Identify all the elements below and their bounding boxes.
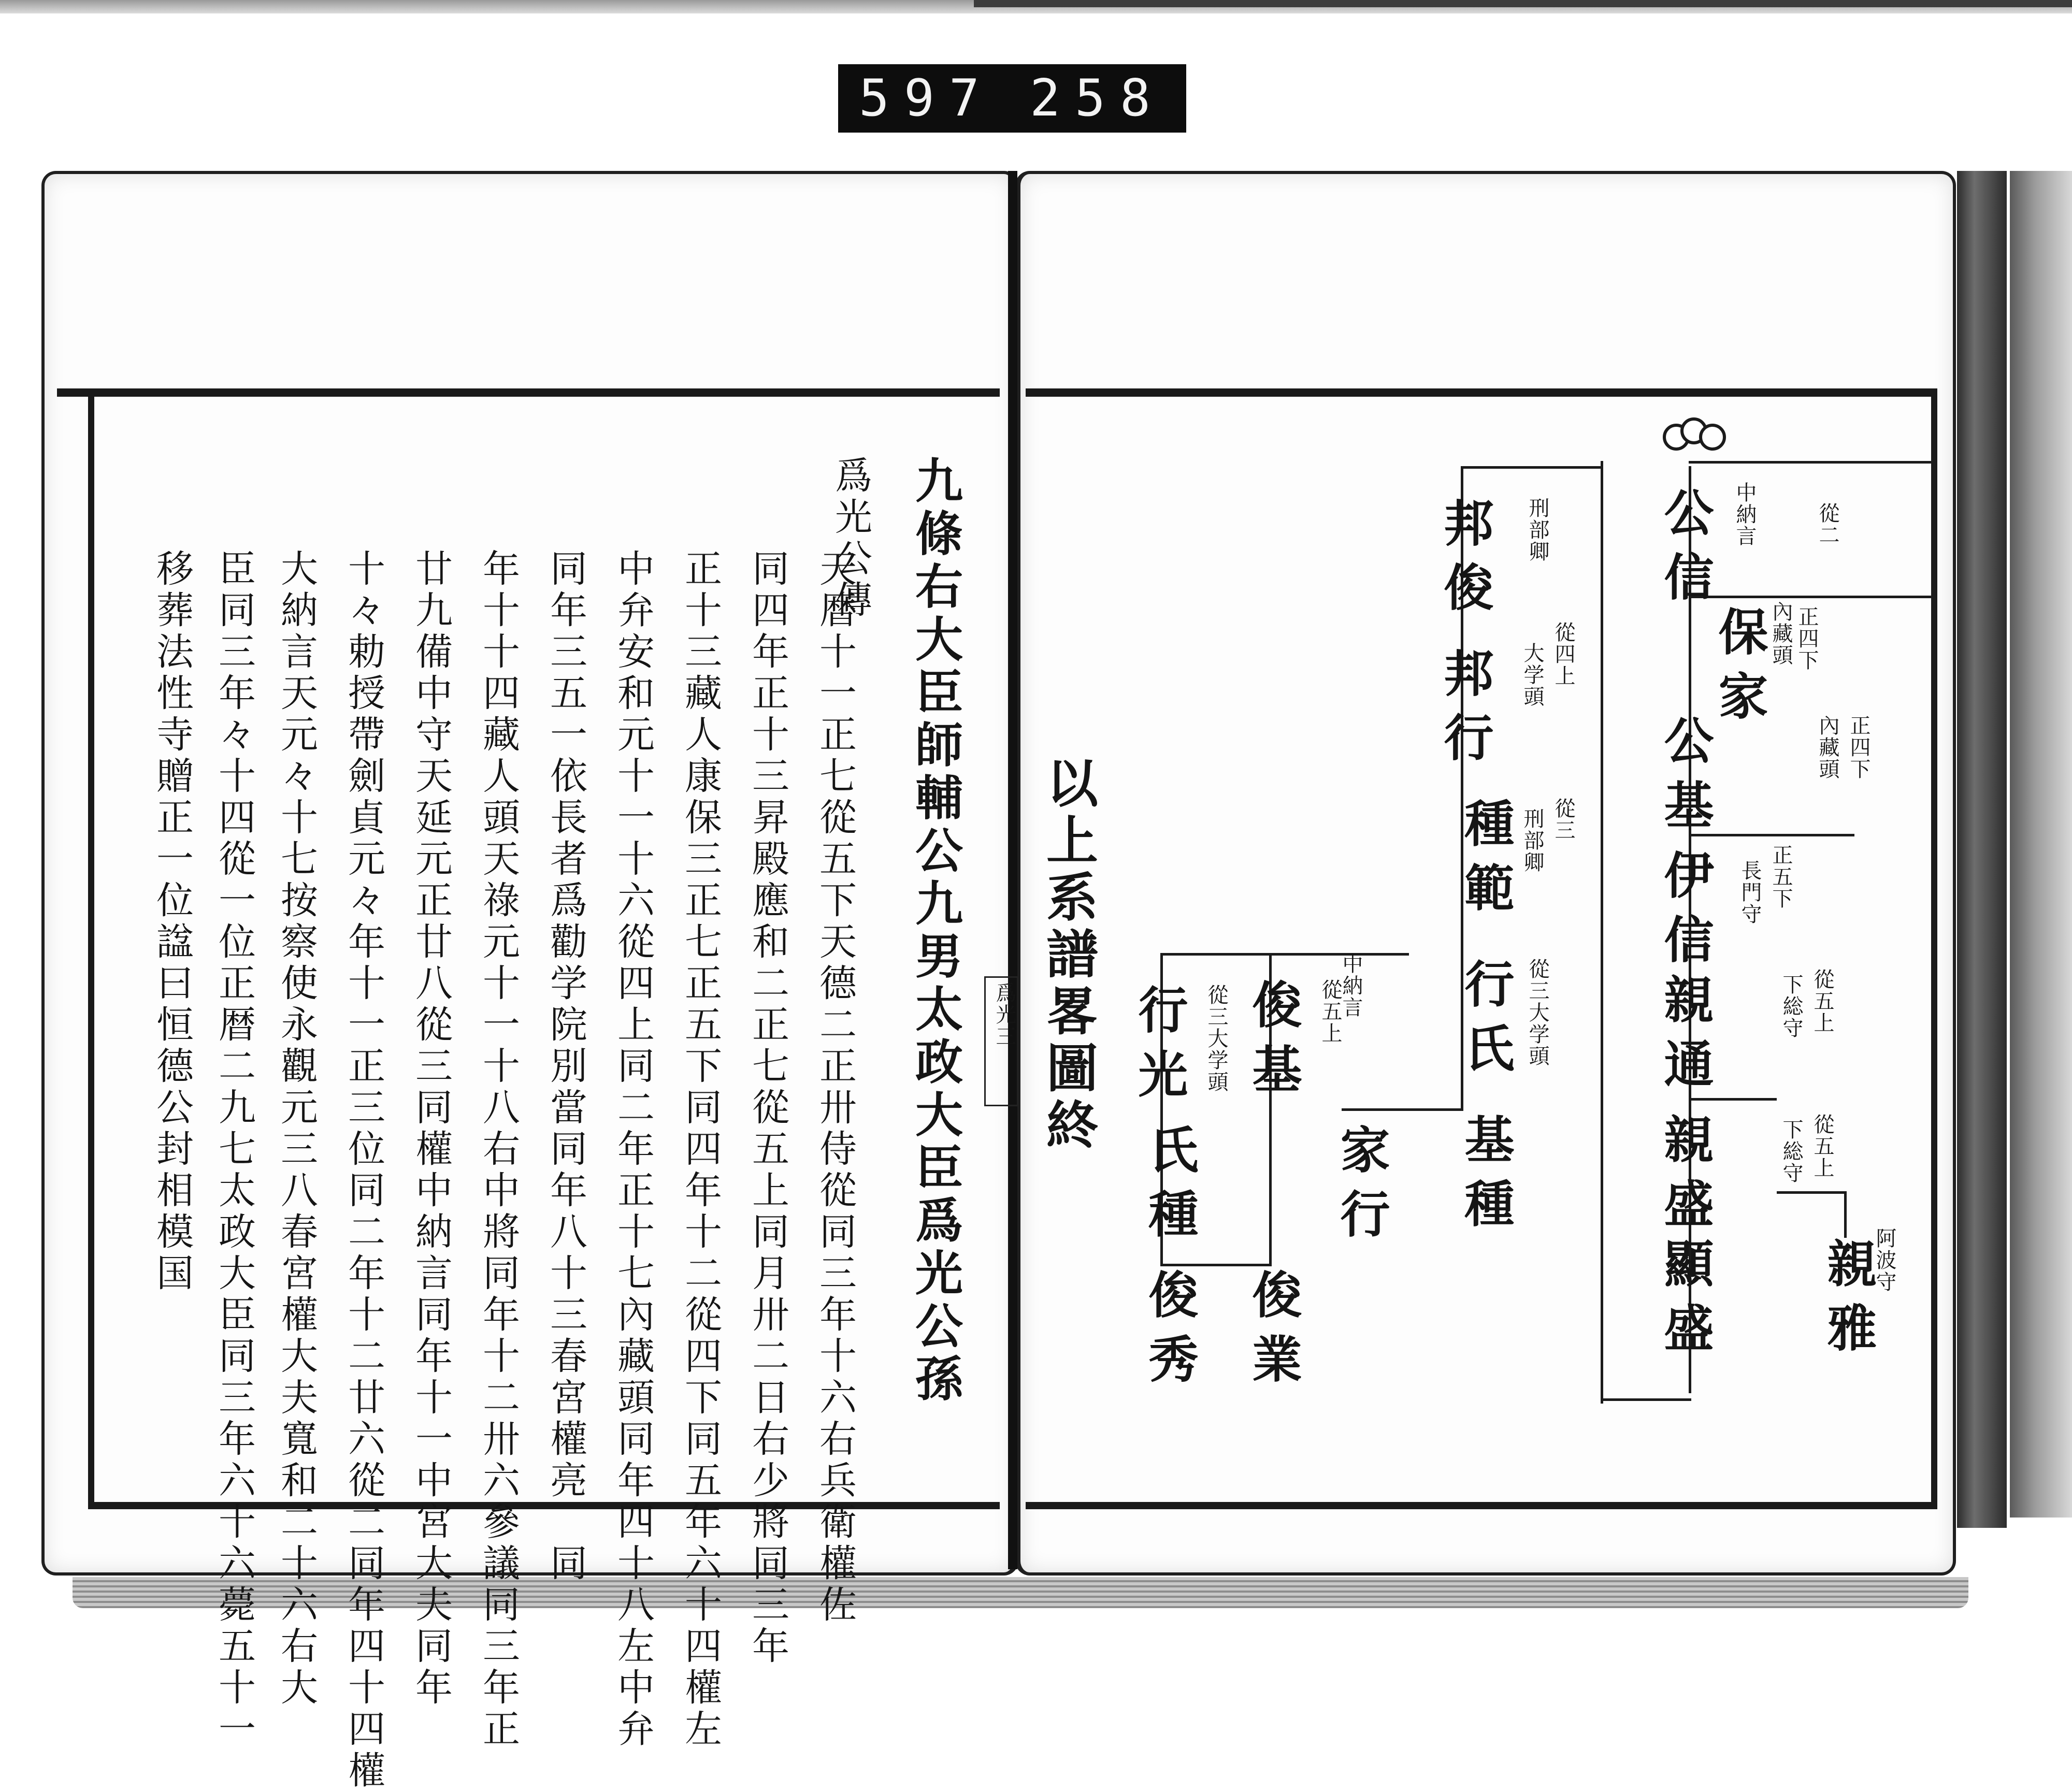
office-label: 下総守 — [1779, 1119, 1803, 1184]
office-label: 下総守 — [1779, 974, 1803, 1039]
rank-label: 從四上 — [1551, 622, 1575, 687]
biography-line: 十々勅授帶劍貞元々年十一正三位同二年十二廿六從二同年四十四權 — [342, 549, 385, 1792]
person-name: 邦俊 — [1436, 497, 1494, 626]
lineage-line — [1160, 1264, 1272, 1266]
person-name: 伊信 — [1656, 849, 1715, 978]
lineage-line — [1844, 1191, 1847, 1238]
person-name: 行氏 — [1457, 958, 1515, 1087]
lineage-line — [1342, 1108, 1463, 1111]
rank-label: 從五上 — [1810, 1114, 1834, 1179]
biography-heading: 爲光公傳 — [829, 456, 872, 622]
person-name: 親通 — [1656, 974, 1715, 1102]
lineage-line — [1601, 1398, 1691, 1401]
biography-line: 年十十四藏人頭天祿元十一十八右中將同年十二卅六參議同三年正 — [477, 549, 520, 1751]
left-page-margin-rule — [88, 397, 94, 1502]
lineage-line — [1160, 953, 1409, 956]
office-label: 從三大学頭 — [1526, 958, 1549, 1067]
catalog-number-left: 597 — [859, 69, 995, 128]
person-name: 種範 — [1457, 798, 1515, 926]
biography-line: 中弁安和元十一十六從四上同二年正十七內藏頭同年四十八左中弁 — [611, 549, 655, 1751]
office-label: 中納言 — [1339, 953, 1363, 1018]
person-name: 氏種 — [1141, 1124, 1199, 1252]
right-page-top-rule — [1026, 388, 1937, 397]
genealogy-closing-note: 以上系譜畧圖終 — [1038, 756, 1099, 1155]
person-name: 親盛 — [1656, 1114, 1715, 1242]
person-name: 公信 — [1656, 487, 1715, 615]
page-margin-mark — [984, 976, 1018, 1106]
person-name: 保家 — [1710, 606, 1769, 734]
rank-label: 從五上 — [1810, 969, 1834, 1034]
book-gutter — [1008, 171, 1017, 1569]
lineage-line — [1601, 461, 1603, 1404]
office-label: 內藏頭 — [1769, 601, 1793, 666]
person-name: 俊秀 — [1141, 1269, 1199, 1397]
lineage-line — [1689, 596, 1932, 598]
rank-label: 從三 — [1551, 798, 1575, 841]
office-label: 阿波守 — [1873, 1227, 1896, 1293]
catalog-number-right: 258 — [1030, 69, 1166, 128]
lineage-line — [1689, 461, 1932, 464]
left-page-title: 九條右大臣師輔公九男太政大臣爲光公孫 — [908, 456, 963, 1407]
catalog-label — [838, 64, 1186, 133]
left-page-top-rule — [57, 388, 1000, 397]
office-label: 大学頭 — [1520, 642, 1544, 707]
lineage-line — [1777, 1191, 1847, 1194]
biography-line: 大納言天元々十七按察使永觀元三八春宮權大夫寬和二十六右大 — [275, 549, 318, 1709]
person-name: 行光 — [1130, 984, 1189, 1112]
biography-line: 移葬法性寺贈正一位諡曰恒德公封相模国 — [150, 549, 194, 1295]
right-page-margin-rule — [1931, 397, 1937, 1502]
person-name: 俊業 — [1244, 1269, 1303, 1397]
rank-label: 正四下 — [1795, 606, 1819, 671]
person-name: 公基 — [1656, 715, 1715, 843]
margin-mark-text: 爲光三 — [992, 982, 1016, 1047]
office-label: 內藏頭 — [1816, 715, 1839, 780]
biography-line: 正十三藏人康保三正七正五下同四年十二從四下同五年六十四權左 — [679, 549, 722, 1751]
crest-circle-icon — [1699, 424, 1726, 451]
biography-line: 臣同三年々十四從一位正暦二九七太政大臣同三年六十六薨五十一 — [212, 549, 256, 1751]
rank-label: 從五上 — [1318, 979, 1342, 1044]
book-fore-edge — [1957, 171, 2007, 1528]
person-name: 家行 — [1332, 1124, 1391, 1252]
biography-line: 同四年正十三昇殿應和二正七從五上同月卅二日右少將同三年 — [746, 549, 789, 1668]
person-name: 顯盛 — [1656, 1238, 1715, 1366]
person-name: 基種 — [1457, 1114, 1515, 1242]
person-name: 俊基 — [1244, 979, 1303, 1107]
lineage-line — [1461, 466, 1603, 469]
rank-label: 從二 — [1816, 502, 1839, 546]
office-label: 刑部卿 — [1526, 497, 1549, 562]
scan-border-top-dark — [974, 0, 2072, 7]
biography-line: 天暦十一正七從五下天德二正卅侍從同三年十六右兵衛權佐 — [813, 549, 857, 1626]
office-label: 中納言 — [1733, 482, 1757, 547]
rank-label: 正五下 — [1769, 844, 1793, 909]
office-label: 從三大学頭 — [1204, 984, 1228, 1093]
biography-line: 同年三五一依長者爲勸学院別當同年八十三春宮權亮 同 — [544, 549, 587, 1585]
person-name: 親雅 — [1819, 1238, 1878, 1366]
right-page-bottom-rule — [1026, 1502, 1937, 1509]
scan-shadow-right — [2010, 171, 2072, 1518]
rank-label: 正四下 — [1847, 715, 1870, 780]
office-label: 長門守 — [1738, 860, 1762, 925]
person-name: 邦行 — [1436, 647, 1494, 776]
office-label: 刑部卿 — [1520, 808, 1544, 873]
biography-line: 廿九備中守天延元正廿八從三同權中納言同年十一中宮大夫同年 — [409, 549, 453, 1709]
